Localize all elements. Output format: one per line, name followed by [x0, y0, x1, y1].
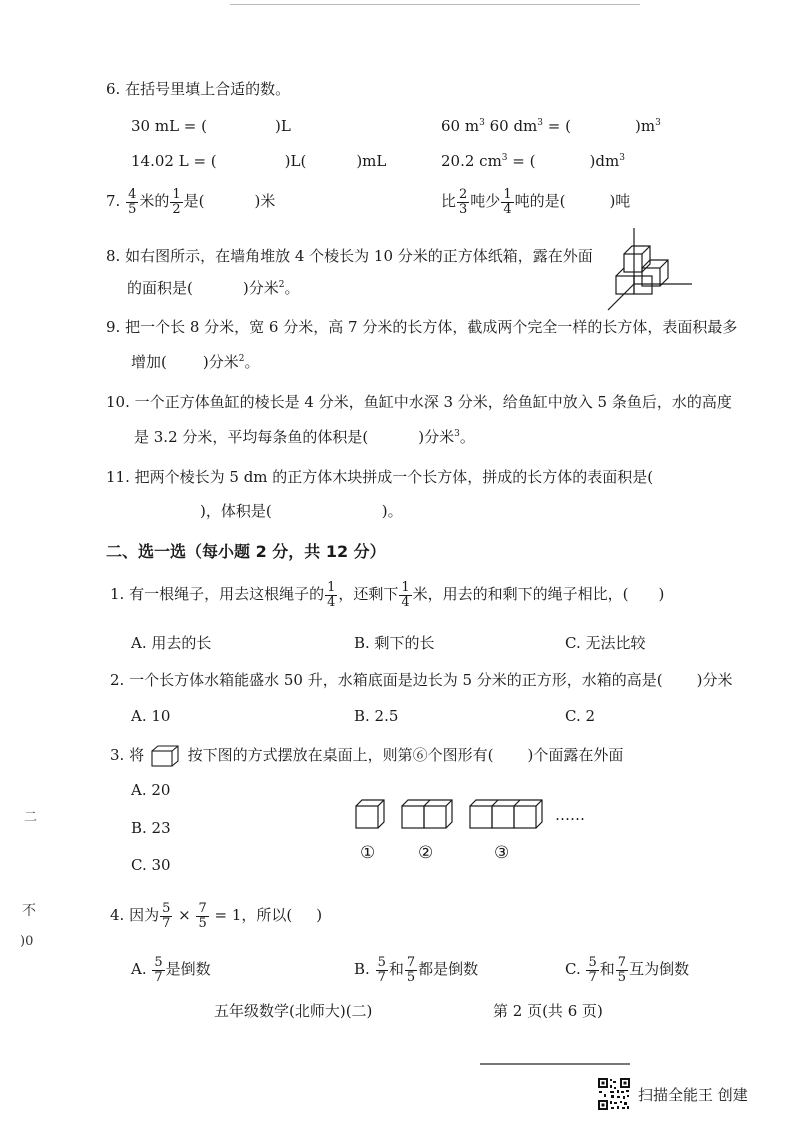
- fraction: $\frac{1}{4}$: [401, 580, 410, 610]
- c2-option-c[interactable]: C. 2: [565, 707, 596, 725]
- cube-icon: [151, 745, 181, 767]
- fraction: $\frac{1}{4}$: [503, 187, 512, 217]
- fraction: $\frac{7}{5}$: [406, 955, 416, 985]
- fraction: $\frac{4}{5}$: [128, 187, 137, 217]
- q10-line1: 10. 一个正方体鱼缸的棱长是 4 分米，鱼缸中水深 3 分米，给鱼缸中放入 5 条鱼后，水的高度: [106, 393, 732, 411]
- q6-a: 30 mL = ( )L: [131, 117, 291, 135]
- c1-option-a[interactable]: A. 用去的长: [131, 634, 212, 652]
- c4-stem: 4. 因为 $\frac{5}{7}$ × $\frac{7}{5}$ = 1，所以( ): [110, 901, 323, 931]
- c2-option-a[interactable]: A. 10: [131, 707, 171, 725]
- figure-label-2: ②: [418, 843, 434, 863]
- q8-line1: 8. 如右图所示，在墙角堆放 4 个棱长为 10 分米的正方体纸箱，露在外面: [106, 247, 593, 265]
- qr-code-icon: [597, 1077, 631, 1111]
- c3-option-b[interactable]: B. 23: [131, 819, 171, 837]
- c1-option-b[interactable]: B. 剩下的长: [354, 634, 435, 652]
- bottom-scan-line: [480, 1063, 630, 1065]
- fraction: $\frac{5}{7}$: [588, 955, 597, 985]
- c1-option-c[interactable]: C. 无法比较: [565, 634, 646, 652]
- top-scan-line: [230, 4, 640, 5]
- q7-right: 比 $\frac{2}{3}$ 吨少 $\frac{1}{4}$ 吨的是( )吨: [441, 187, 631, 217]
- scanner-watermark: 扫描全能王 创建: [638, 1086, 748, 1104]
- fraction: $\frac{1}{4}$: [327, 580, 336, 610]
- figure-label-3: ③: [494, 843, 510, 863]
- q10-line2: 是 3.2 分米，平均每条鱼的体积是( )分米$^3$。: [134, 428, 475, 446]
- c2-option-b[interactable]: B. 2.5: [354, 707, 399, 725]
- q9-line1: 9. 把一个长 8 分米，宽 6 分米，高 7 分米的长方体，截成两个完全一样的长方体，表面积最多: [106, 318, 738, 336]
- q11-line2: )，体积是( )。: [200, 502, 403, 520]
- margin-mark-3: )0: [20, 934, 34, 949]
- q6-c: 14.02 L = ( )L( )mL: [131, 152, 387, 170]
- fraction: $\frac{7}{5}$: [198, 901, 207, 931]
- q6-d: 20.2 $cm^3$ = ( )$dm^3$: [441, 152, 625, 170]
- section-title-choose: 二、选一选（每小题 2 分，共 12 分）: [106, 542, 386, 561]
- fraction: $\frac{5}{7}$: [377, 955, 386, 985]
- cube-sequence-figure: [354, 798, 544, 832]
- footer-subject: 五年级数学(北师大)(二): [214, 1002, 373, 1020]
- c4-option-c[interactable]: C. $\frac{5}{7}$ 和 $\frac{7}{5}$ 互为倒数: [565, 955, 690, 985]
- q9-line2: 增加( )分米$^2$。: [131, 353, 260, 371]
- sequence-ellipsis: ……: [555, 806, 585, 824]
- figure-label-1: ①: [360, 843, 376, 863]
- c4-option-b[interactable]: B. $\frac{5}{7}$ 和 $\frac{7}{5}$ 都是倒数: [354, 955, 479, 985]
- margin-mark-1: 二: [24, 810, 38, 825]
- fraction: $\frac{5}{7}$: [154, 955, 163, 985]
- fraction: $\frac{7}{5}$: [617, 955, 627, 985]
- c2-stem: 2. 一个长方体水箱能盛水 50 升，水箱底面是边长为 5 分米的正方形，水箱的高是( )分米: [110, 671, 733, 689]
- c3-option-a[interactable]: A. 20: [131, 781, 171, 799]
- q6-b: 60 $m^3$ 60 $dm^3$ = ( )$m^3$: [441, 117, 661, 135]
- fraction: $\frac{2}{3}$: [459, 187, 468, 217]
- q6-stem: 6. 在括号里填上合适的数。: [106, 80, 291, 98]
- c3-option-c[interactable]: C. 30: [131, 856, 171, 874]
- footer-page-number: 第 2 页(共 6 页): [493, 1002, 603, 1020]
- c3-stem: 3. 将 按下图的方式摆放在桌面上，则第⑥个图形有( )个面露在外面: [110, 744, 623, 767]
- margin-mark-2: 不: [22, 903, 36, 919]
- fraction: $\frac{5}{7}$: [162, 901, 171, 931]
- fraction: $\frac{1}{2}$: [172, 187, 181, 217]
- q8-line2: 的面积是( )分米$^2$。: [127, 279, 300, 297]
- corner-cubes-figure: [604, 228, 696, 312]
- q7-left: 7. $\frac{4}{5}$ 米的 $\frac{1}{2}$ 是( )米: [106, 187, 276, 217]
- c1-stem: 1. 有一根绳子，用去这根绳子的 $\frac{1}{4}$ ，还剩下 $\frac{1}{4}$ 米，用去的和剩下的绳子相比，( ): [110, 580, 665, 610]
- q11-line1: 11. 把两个棱长为 5 dm 的正方体木块拼成一个长方体，拼成的长方体的表面积是(: [106, 468, 654, 486]
- c4-option-a[interactable]: A. $\frac{5}{7}$ 是倒数: [131, 955, 211, 985]
